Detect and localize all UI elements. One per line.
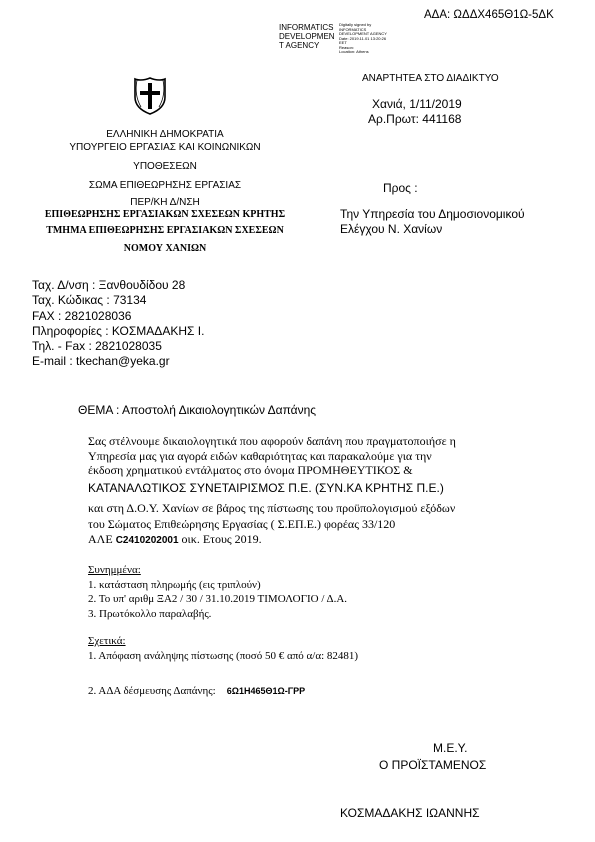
attachment-item: 3. Πρωτόκολλο παραλαβής. [88,607,212,620]
recipient-line: Την Υπηρεσία του Δημοσιονομικού [340,207,525,221]
digital-signature-stamp [339,23,387,55]
sender-body: ΣΩΜΑ ΕΠΙΘΕΩΡΗΣΗΣ ΕΡΓΑΣΙΑΣ [88,180,242,191]
sender-ministry: ΥΠΟΥΡΓΕΙΟ ΕΡΓΑΣΙΑΣ ΚΑΙ ΚΟΙΝΩΝΙΚΩΝ [69,142,261,153]
stamp-line: Digitally signed by [339,22,372,27]
ida-logo [279,23,337,50]
ida-logo-line: T AGENCY [279,41,320,50]
contact-postcode: Ταχ. Κώδικας : 73134 [32,293,147,308]
recipient-label: Προς : [383,181,418,195]
ale-code: C2410202001 [115,535,179,546]
body-line: έκδοση χρηματικού εντάλματος στο όνομα ΠΡΟΜΗΘΕΥΤΙΚΟΣ & [88,463,413,477]
body-line: του Σώματος Επιθεώρησης Εργασίας ( Σ.ΕΠ.Ε.) φορέας 33/120 [88,516,396,531]
related-block [88,634,358,664]
body-line: Σας στέλνουμε δικαιολογητικά που αφορούν δαπάνη που πραγματοποιήσε η [88,434,456,448]
sender-department: ΤΜΗΜΑ ΕΠΙΘΕΩΡΗΣΗΣ ΕΡΓΑΣΙΑΚΩΝ ΣΧΕΣΕΩΝ [46,225,284,236]
stamp-line: INFORMATICS [339,26,367,32]
related-ada-code: 6Ω1Η465Θ1Ω-ΓΡΡ [226,686,306,696]
signature-title: Ο ΠΡΟΪΣΤΑΜΕΝΟΣ [379,758,487,772]
signature-title-short: Μ.Ε.Υ. [433,741,468,755]
related-item: 1. Απόφαση ανάληψης πίστωσης (ποσό 50 € από α/α: 82481) [88,650,359,662]
related-ada-label: 2. ΑΔΑ δέσμευσης Δαπάνης: [88,685,216,697]
stamp-line: Location: Athens [339,49,369,54]
attachment-item: 1. κατάσταση πληρωμής (εις τριπλούν) [88,578,261,591]
body-text [88,434,456,478]
body-line-ale [88,532,455,549]
body-line: ΚΑΤΑΝΑΛΩΤΙΚΟΣ ΣΥΝΕΤΑΙΡΙΣΜΟΣ Π.Ε. (ΣΥΝ.ΚΑ ΚΡΗΤΗΣ Π.Ε.) [88,481,444,495]
contact-phone: Τηλ. - Fax : 2821028035 [32,339,162,354]
stamp-line: Date: 2019.11.01 13:20:26 [339,35,387,41]
contact-fax: FAX : 2821028036 [32,308,132,323]
stamp-line: EET [339,40,347,45]
body-text-supplier [88,480,444,496]
attachments-block [88,563,347,621]
coat-of-arms-icon [133,77,167,120]
stamp-line: Reason: [339,44,354,50]
contact-address: Ταχ. Δ/νση : Ξανθουδίδου 28 [32,278,186,292]
related-heading: Σχετικά: [88,635,126,647]
stamp-line: DEVELOPMENT AGENCY [339,31,387,36]
recipient-line: Ελέγχου Ν. Χανίων [340,222,443,236]
publish-note: ΑΝΑΡΤΗΤΕΑ ΣΤΟ ΔΙΑΔΙΚΤΥΟ [362,73,499,84]
ale-suffix: οικ. Ετους 2019. [178,532,262,546]
ale-prefix: ΑΛΕ [88,532,116,546]
sender-prefecture: ΝΟΜΟΥ ΧΑΝΙΩΝ [123,243,207,254]
recipient-block [340,207,525,237]
related-item-ada [88,685,305,697]
contact-email: E-mail : tkechan@yeka.gr [32,354,170,369]
body-line: Υπηρεσία μας για αγορά ειδών καθαριότητας και παρακαλούμε για την [88,448,432,463]
ida-logo-line: DEVELOPMEN [279,32,335,41]
body-line: και στη Δ.Ο.Υ. Χανίων σε βάρος της πίστωσης του προϋπολογισμού εξόδων [88,501,456,515]
protocol-number: Αρ.Πρωτ: 441168 [368,112,462,126]
ada-code: ΑΔΑ: ΩΔΔΧ465Θ1Ω-5ΔΚ [424,9,554,21]
body-text-cont [88,501,455,549]
place-date: Χανιά, 1/11/2019 [372,97,462,111]
sender-block [60,128,270,209]
sender-block-bold [40,207,290,257]
attachment-item: 2. Το υπ' αριθμ ΞΑ2 / 30 / 31.10.2019 ΤΙΜΟΛΟΓΙΟ / Δ.Α. [88,593,348,605]
attachments-heading: Συνημμένα: [88,564,141,576]
subject: ΘΕΜΑ : Αποστολή Δικαιολογητικών Δαπάνης [78,403,317,417]
signature-name: ΚΟΣΜΑΔΑΚΗΣ ΙΩΑΝΝΗΣ [340,806,480,820]
sender-country: ΕΛΛΗΝΙΚΗ ΔΗΜΟΚΡΑΤΙΑ [106,129,224,140]
sender-inspection: ΕΠΙΘΕΩΡΗΣΗΣ ΕΡΓΑΣΙΑΚΩΝ ΣΧΕΣΕΩΝ ΚΡΗΤΗΣ [44,209,286,220]
sender-ministry-cont: ΥΠΟΘΕΣΕΩΝ [133,161,197,172]
ida-logo-line: INFORMATICS [279,23,334,32]
contact-info: Πληροφορίες : ΚΟΣΜΑΔΑΚΗΣ Ι. [32,323,205,338]
sender-directorate: ΠΕΡ/ΚΗ Δ/ΝΣΗ [130,197,200,208]
contact-block [32,278,204,370]
